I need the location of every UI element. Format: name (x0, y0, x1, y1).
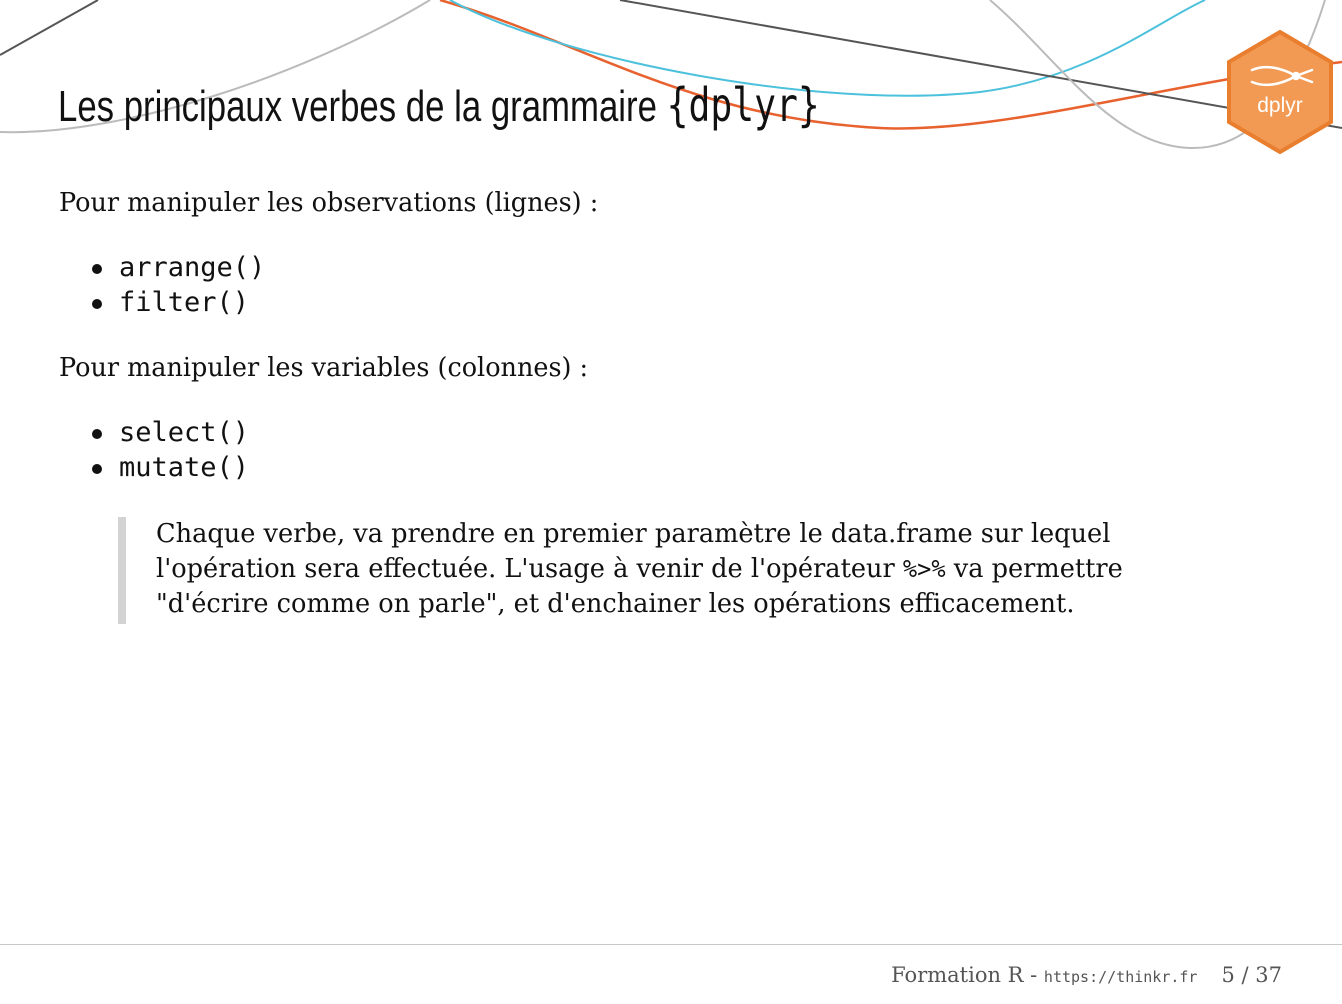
pipe-operator: %>% (902, 555, 946, 583)
footer-label: Formation R - (891, 963, 1044, 987)
note-line-2-end: va permettre (945, 554, 1123, 584)
bullet-icon (92, 429, 102, 439)
page-number (1221, 963, 1282, 987)
slide-footer (891, 958, 1282, 994)
note-blockquote (118, 517, 1228, 624)
bullet-icon (92, 299, 102, 309)
list-item (59, 450, 1259, 485)
verb-mutate: mutate() (119, 452, 250, 483)
list-item (59, 415, 1259, 450)
page-current: 5 (1221, 963, 1235, 987)
list-item (59, 285, 1259, 320)
verb-select: select() (119, 417, 250, 448)
dplyr-logo-label: dplyr (1257, 94, 1303, 117)
page-separator: / (1234, 963, 1256, 987)
observations-verb-list (59, 250, 1259, 320)
verb-arrange: arrange() (119, 252, 266, 283)
verb-filter: filter() (119, 287, 250, 318)
slide-title (58, 72, 820, 140)
footer-divider (0, 944, 1342, 945)
slide-title-text: Les principaux verbes de la grammaire (58, 82, 657, 131)
bullet-icon (92, 264, 102, 274)
variables-intro: Pour manipuler les variables (colonnes) : (59, 353, 589, 383)
bullet-icon (92, 464, 102, 474)
note-line-3: "d'écrire comme on parle", et d'enchainer les opérations efficacement. (156, 589, 1075, 619)
page-total: 37 (1255, 963, 1282, 987)
slide-body (59, 183, 1259, 485)
slide-title-package: {dplyr} (666, 78, 820, 132)
dplyr-logo-icon (1226, 30, 1334, 154)
variables-verb-list (59, 415, 1259, 485)
note-line-1: Chaque verbe, va prendre en premier paramètre le data.frame sur lequel (156, 519, 1111, 549)
note-line-2-start: l'opération sera effectuée. L'usage à venir de l'opérateur (156, 554, 903, 584)
list-item (59, 250, 1259, 285)
observations-intro: Pour manipuler les observations (lignes) : (59, 188, 599, 218)
note-line-2 (156, 552, 1212, 587)
footer-url[interactable]: https://thinkr.fr (1043, 968, 1198, 986)
